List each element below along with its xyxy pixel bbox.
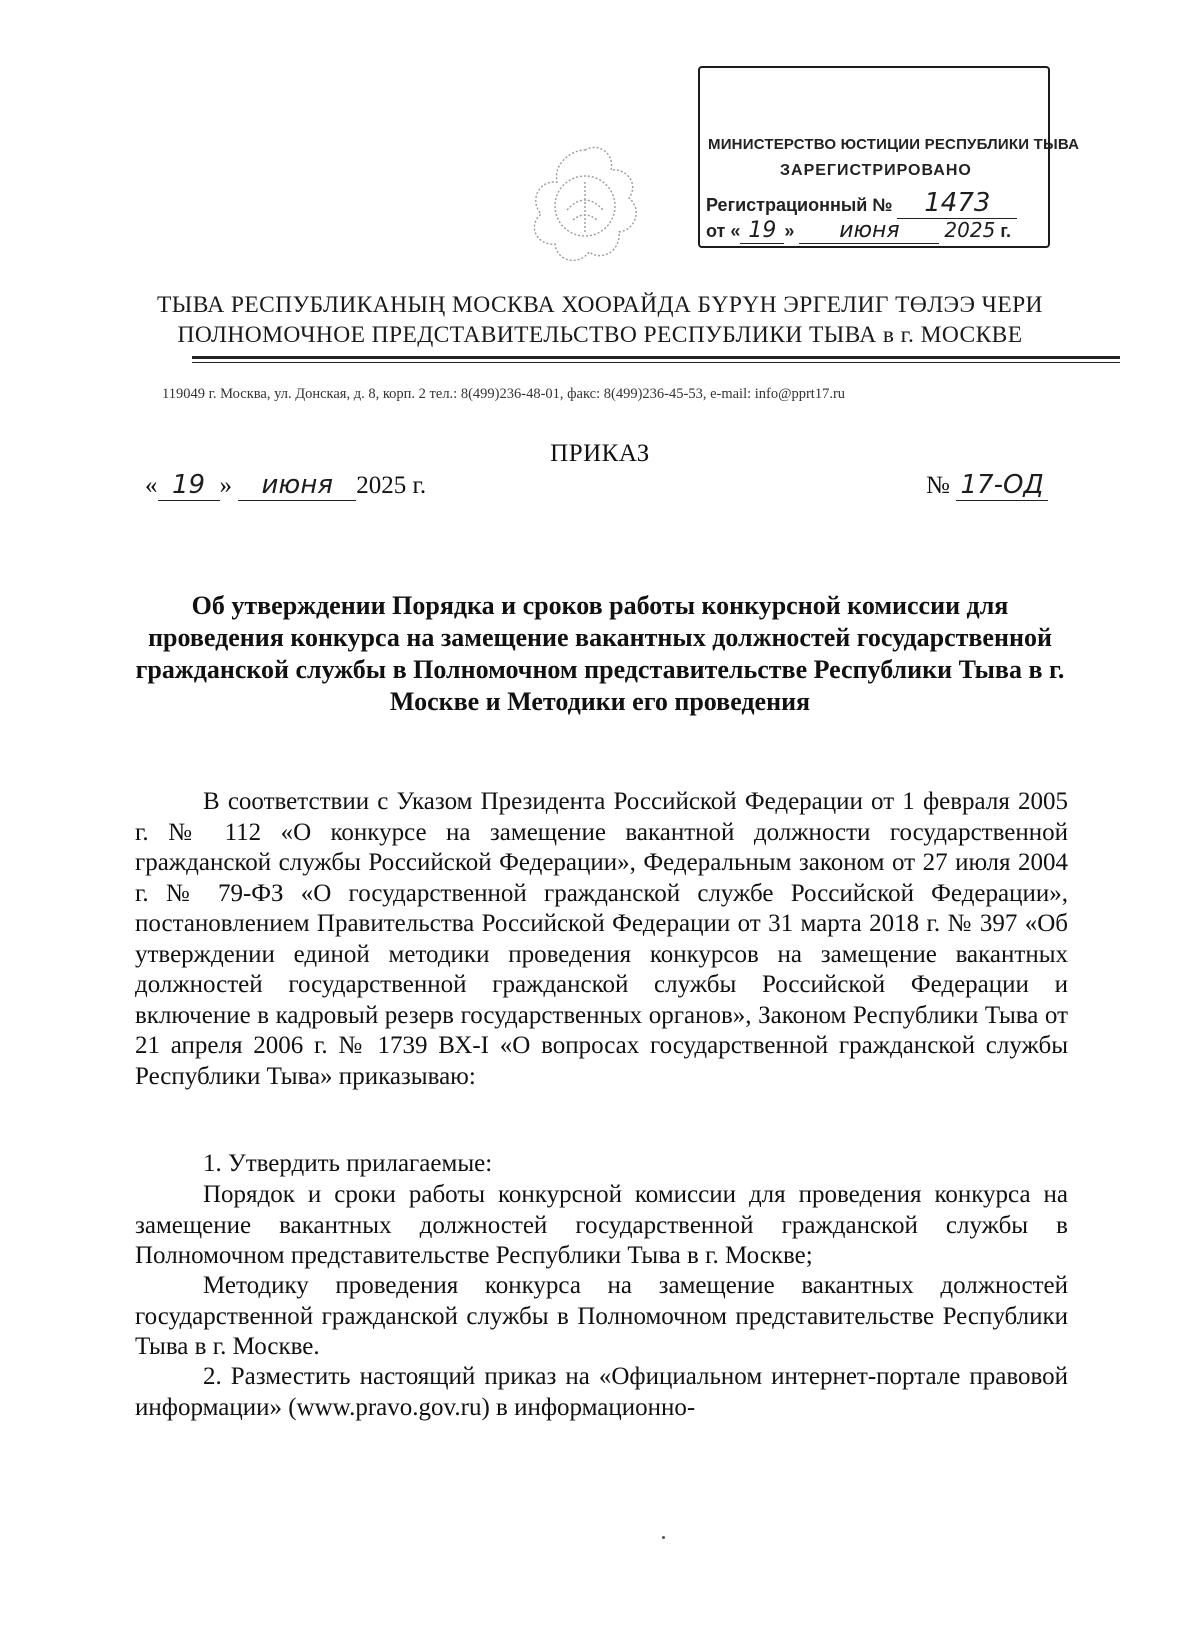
letterhead-russian: ПОЛНОМОЧНОЕ ПРЕДСТАВИТЕЛЬСТВО РЕСПУБЛИКИ ТЫВА в г. МОСКВЕ — [177, 322, 1023, 348]
order-date-quote: » — [219, 472, 232, 499]
stamp-month: июня — [799, 218, 939, 244]
letterhead-tuvan: ТЫВА РЕСПУБЛИКАНЫҢ МОСКВА ХООРАЙДА БҮРҮН ЭРГЕЛИГ ТӨЛЭЭ ЧЕРИ — [157, 292, 1043, 318]
stamp-day: 19 — [740, 218, 784, 244]
stamp-year: 2025 — [944, 218, 996, 242]
stamp-registration-line — [706, 188, 1017, 219]
stamp-reg-label: Регистрационный № — [706, 195, 893, 215]
republic-emblem — [523, 140, 647, 270]
order-date-open: « — [145, 472, 158, 499]
stamp-reg-number: 1473 — [897, 188, 1017, 219]
order-number-label: № — [926, 472, 950, 499]
stamp-ministry: МИНИСТЕРСТВО ЮСТИЦИИ РЕСПУБЛИКИ ТЫВА — [708, 136, 1080, 153]
stamp-date-line — [706, 218, 1011, 244]
order-date-day: 19 — [158, 470, 220, 501]
item-2: 2. Разместить настоящий приказ на «Официальном интернет-портале правовой информации» (www.pravo.gov.ru) в информационно- — [135, 1363, 1068, 1421]
order-date-month: июня — [238, 470, 356, 501]
order-date — [145, 470, 426, 501]
stamp-year-suffix: г. — [1000, 221, 1012, 241]
letterhead-address: 119049 г. Москва, ул. Донская, д. 8, корп. 2 тел.: 8(499)236-48-01, факс: 8(499)236-45-53, e-mail: info@pprt17.ru — [162, 386, 846, 402]
document-title: Об утверждении Порядка и сроков работы конкурсной комиссии для проведения конкурса на замещение вакантных должностей государственной гражданской службы в Полномочном представительстве Республики Тыва в г. Москве и Методики его проведения — [135, 591, 1065, 716]
scan-speck — [662, 1536, 665, 1539]
stamp-date-quote: » — [784, 221, 795, 241]
stamp-from-label: от « — [706, 221, 741, 241]
item-1-methodology: Методику проведения конкурса на замещение вакантных должностей государственной гражданской службы в Полномочном представительстве Республики Тыва в г. Москве. — [135, 1272, 1068, 1360]
order-heading: ПРИКАЗ — [550, 440, 650, 467]
letterhead-rule-thick — [192, 356, 1120, 359]
letterhead-rule-thin — [192, 362, 1120, 363]
preamble-paragraph: В соответствии с Указом Президента Российской Федерации от 1 февраля 2005 г. № 112 «О конкурсе на замещение вакантной должности государственной гражданской службы Российской Федерации», Федеральным законом от 27 июля 2004 г. № 79-ФЗ «О государственной гражданской службе Российской Федерации», постановлением Правительства Российской Федерации от 31 марта 2018 г. № 397 «Об утверждении единой методики проведения конкурсов на замещение вакантных должностей государственной гражданской службы Российской Федерации и включение в кадровый резерв государственных органов», Законом Республики Тыва от 21 апреля 2006 г. № 1739 ВХ-I «О вопросах государственной гражданской службы Республики Тыва» приказываю: — [135, 788, 1068, 1090]
item-1-procedure: Порядок и сроки работы конкурсной комиссии для проведения конкурса на замещение вакантных должностей государственной гражданской службы в Полномочном представительстве Республики Тыва в г. Москве; — [135, 1181, 1068, 1269]
registration-stamp — [698, 66, 1080, 248]
order-date-year: 2025 г. — [356, 472, 427, 499]
order-number-value: 17-ОД — [956, 470, 1048, 501]
stamp-status: ЗАРЕГИСТРИРОВАНО — [780, 162, 972, 179]
item-1: 1. Утвердить прилагаемые: — [203, 1150, 493, 1177]
order-number — [926, 470, 1048, 501]
